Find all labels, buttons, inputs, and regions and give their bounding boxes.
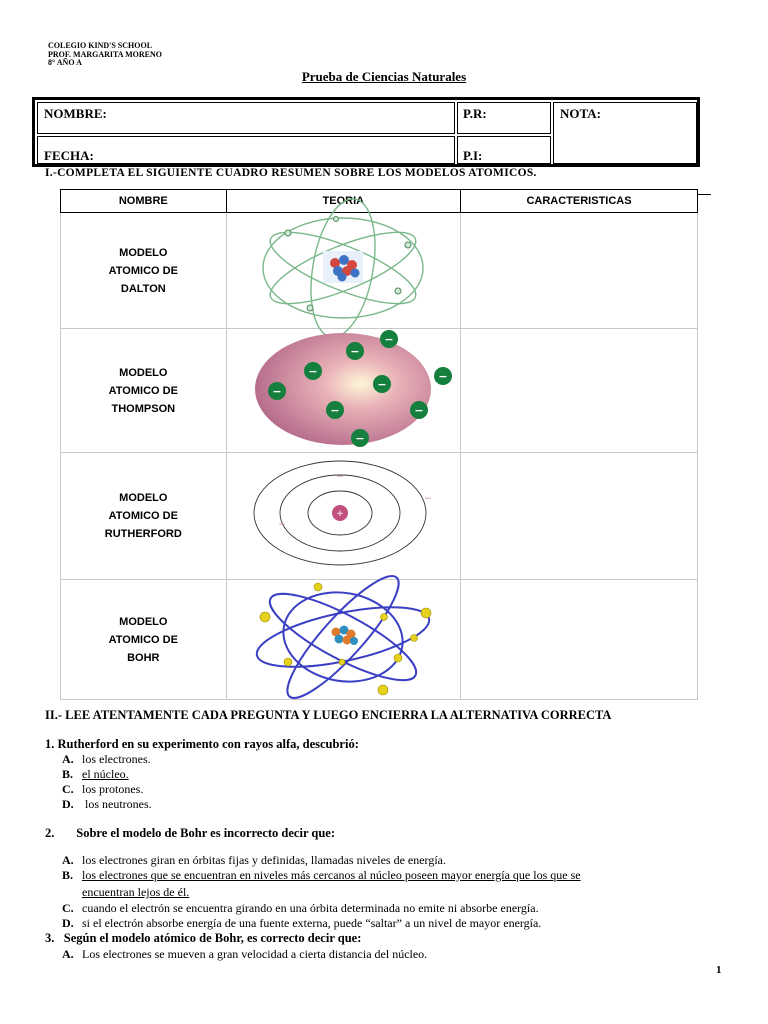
thompson-atom-image [243, 329, 448, 447]
option-letter: A. [62, 752, 74, 766]
name-line: RUTHERFORD [104, 528, 182, 540]
atomic-models-table [60, 189, 698, 700]
option-letter: A. [62, 947, 74, 961]
svg-text:−: − [384, 333, 394, 346]
q2-option-a[interactable] [62, 853, 446, 867]
option-text: los electrones. [82, 752, 151, 766]
q2-option-b[interactable] [62, 868, 581, 882]
column-header-caracteristicas: CARACTERISTICAS [461, 190, 698, 213]
grade-label: 8° AÑO A [48, 58, 82, 67]
svg-text:−: − [278, 519, 287, 530]
svg-text:−: − [308, 365, 318, 378]
table-row-dalton [61, 213, 698, 329]
nombre-label: NOMBRE: [44, 106, 107, 121]
pr-label: P.R: [463, 106, 487, 121]
q1-option-d[interactable] [62, 797, 152, 811]
option-text: los electrones que se encuentran en niveles más cercanos al núcleo poseen mayor energía que los que se [82, 868, 581, 882]
option-text: el núcleo. [82, 767, 129, 781]
nombre-field[interactable] [37, 102, 455, 134]
svg-text:−: − [272, 385, 282, 398]
svg-text:−: − [414, 404, 424, 417]
svg-text:−: − [438, 370, 448, 383]
option-text: si el electrón absorbe energía de una fuente externa, puede “saltar” a un nivel de mayor energía. [82, 916, 542, 930]
rutherford-atom-image [248, 455, 438, 573]
name-line: MODELO [119, 246, 168, 259]
q3-option-a[interactable] [62, 947, 427, 961]
page-number: 1 [716, 964, 722, 976]
option-letter: C. [62, 782, 74, 796]
option-text: los neutrones. [82, 797, 152, 811]
q1-option-c[interactable] [62, 782, 143, 796]
svg-text:+: + [336, 508, 345, 519]
model-name-dalton [61, 213, 227, 329]
option-letter: C. [62, 901, 74, 915]
characteristics-bohr[interactable] [461, 580, 698, 700]
section-2-heading: II.- LEE ATENTAMENTE CADA PREGUNTA Y LUEGO ENCIERRA LA ALTERNATIVA CORRECTA [45, 708, 612, 722]
option-text: encuentran lejos de él. [82, 885, 190, 899]
name-line: ATOMICO DE [108, 510, 178, 522]
student-info-box [32, 97, 700, 167]
option-text: Los electrones se mueven a gran velocidad a cierta distancia del núcleo. [82, 947, 428, 961]
characteristics-dalton[interactable] [461, 213, 698, 329]
svg-text:−: − [330, 404, 340, 417]
school-header [48, 42, 162, 68]
fecha-label: FECHA: [44, 148, 94, 163]
option-text: los protones. [82, 782, 144, 796]
name-line: DALTON [120, 282, 166, 295]
pi-field[interactable] [457, 136, 551, 164]
table-row-bohr [61, 580, 698, 700]
name-line: MODELO [119, 366, 168, 379]
page-title: Prueba de Ciencias Naturales [301, 69, 467, 84]
theory-cell-dalton [226, 213, 460, 329]
theory-cell-bohr [226, 580, 460, 700]
q2-option-b-continued [82, 885, 189, 899]
name-line: ATOMICO DE [108, 384, 178, 397]
theory-cell-thompson [226, 329, 460, 453]
question-2: 2. Sobre el modelo de Bohr es incorrecto decir que: [45, 826, 336, 840]
option-text: cuando el electrón se encuentra girando en una órbita determinada no emite ni absorbe energía. [82, 901, 539, 915]
option-letter: A. [62, 853, 74, 867]
option-text: los electrones giran en órbitas fijas y definidas, llamadas niveles de energía. [82, 853, 446, 867]
q1-option-b[interactable] [62, 767, 129, 781]
option-letter: D. [62, 916, 74, 930]
name-line: ATOMICO DE [108, 264, 178, 277]
option-letter: D. [62, 797, 74, 811]
svg-text:−: − [377, 378, 387, 391]
option-letter: B. [62, 767, 74, 781]
svg-text:−: − [355, 432, 365, 445]
nota-label: NOTA: [560, 106, 601, 121]
dalton-atom-image [258, 213, 428, 323]
pi-label: P.I: [463, 148, 483, 163]
q2-option-c[interactable] [62, 901, 539, 915]
bohr-atom-image [248, 580, 438, 694]
characteristics-rutherford[interactable] [461, 453, 698, 580]
name-line: BOHR [127, 651, 160, 664]
margin-mark [697, 194, 711, 195]
pr-field[interactable] [457, 102, 551, 134]
question-1: 1. Rutherford en su experimento con rayos alfa, descubrió: [45, 737, 359, 751]
svg-text:−: − [424, 493, 433, 504]
name-line: MODELO [119, 492, 168, 504]
name-line: THOMPSON [111, 402, 176, 415]
characteristics-thompson[interactable] [461, 329, 698, 453]
svg-text:−: − [350, 345, 360, 358]
name-line: MODELO [119, 615, 168, 628]
school-name: COLEGIO KIND'S SCHOOL [48, 41, 153, 50]
q1-option-a[interactable] [62, 752, 151, 766]
svg-text:−: − [336, 471, 345, 482]
nota-field[interactable] [553, 102, 697, 164]
theory-cell-rutherford [226, 453, 460, 580]
question-3: 3. Según el modelo atómico de Bohr, es correcto decir que: [45, 931, 362, 945]
fecha-field[interactable] [37, 136, 455, 164]
teacher-name: PROF. MARGARITA MORENO [48, 49, 162, 59]
model-name-rutherford [61, 453, 227, 580]
option-letter: B. [62, 868, 74, 882]
table-row-rutherford [61, 453, 698, 580]
q2-option-d[interactable] [62, 916, 541, 930]
column-header-teoria: TEORIA [226, 190, 460, 213]
model-name-bohr [61, 580, 227, 700]
table-row-thompson [61, 329, 698, 453]
section-1-heading: I.-COMPLETA EL SIGUIENTE CUADRO RESUMEN SOBRE LOS MODELOS ATOMICOS. [45, 167, 537, 179]
column-header-nombre: NOMBRE [61, 190, 227, 213]
name-line: ATOMICO DE [108, 633, 178, 646]
model-name-thompson [61, 329, 227, 453]
